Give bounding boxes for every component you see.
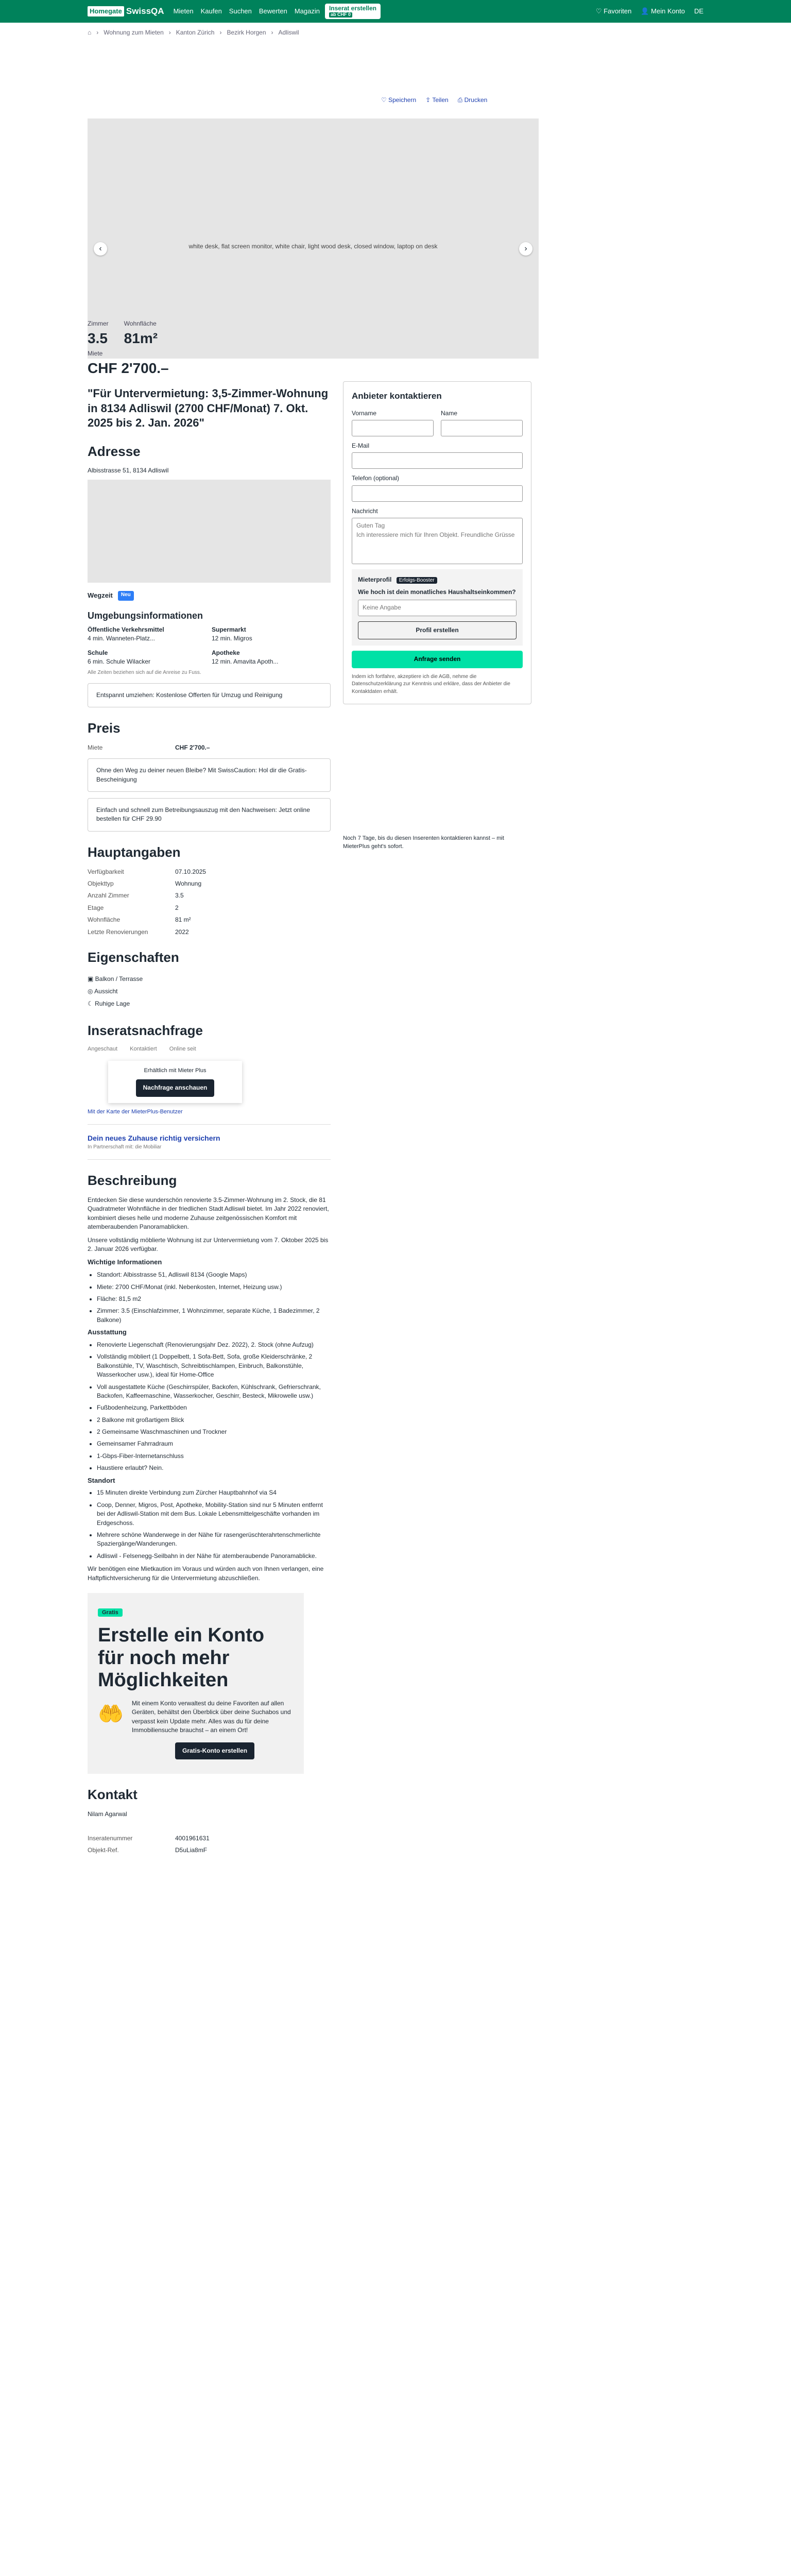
price-value: CHF 2'700.– <box>88 360 169 377</box>
surroundings-note: Alle Zeiten beziehen sich auf die Anreise zu Fuss. <box>88 670 201 676</box>
detail-value: Wohnung <box>175 879 202 887</box>
location-heading: Standort <box>88 1476 115 1484</box>
gallery-image-caption: white desk, flat screen monitor, white chair, light wood desk, closed window, laptop on desk <box>188 243 438 250</box>
price-table <box>88 743 331 752</box>
route-badge: Neu <box>118 591 134 601</box>
hands-heart-icon: 🤲 <box>98 1702 124 1725</box>
contact-name: Nilam Agarwal <box>88 1810 127 1818</box>
email-input[interactable] <box>352 452 523 469</box>
contact-label: Objekt-Ref. <box>88 1846 119 1854</box>
info-item: • Fläche: 81,5 m2 <box>97 1295 331 1303</box>
poi-value: 12 min. Migros <box>212 635 252 642</box>
swisscaution-card[interactable]: Ohne den Weg zu deiner neuen Bleibe? Mit SwissCaution: Hol dir die Gratis-Bescheinigung <box>88 758 331 792</box>
listing-actions <box>381 96 487 105</box>
equip-list <box>88 1341 331 1473</box>
save-button[interactable]: ♡ Speichern <box>381 96 417 104</box>
last-name-label: Name <box>441 409 458 417</box>
description-heading: Beschreibung <box>88 1173 177 1189</box>
income-select[interactable]: Keine Angabe <box>358 600 517 616</box>
tenant-profile-badge: Erfolgs-Booster <box>397 577 437 584</box>
nav-mieten[interactable]: Mieten <box>173 7 194 15</box>
home-icon[interactable]: ⌂ <box>88 29 92 37</box>
moving-offer-card[interactable]: Entspannt umziehen: Kostenlose Offerten für Umzug und Reinigung <box>88 683 331 707</box>
equip-item: • 2 Balkone mit großartigem Blick <box>97 1416 331 1425</box>
equip-item: • Renovierte Liegenschaft (Renovierungsjahr Dez. 2022), 2. Stock (ohne Aufzug) <box>97 1341 331 1349</box>
demand-tab[interactable]: Kontaktiert <box>130 1046 157 1053</box>
location-item: • Mehrere schöne Wanderwege in der Nähe für rasengerüschterahrtenschmerlichte Spaziergänge/Wanderungen. <box>97 1531 331 1549</box>
details-heading: Hauptangaben <box>88 844 181 860</box>
poi-label: Öffentliche Verkehrsmittel <box>88 625 164 633</box>
nav-suchen[interactable]: Suchen <box>229 7 252 15</box>
cta-badge: ab CHF 0 <box>329 12 352 18</box>
poi-value: 6 min. Schule Wilacker <box>88 657 151 665</box>
listing-title: "Für Untervermietung: 3,5-Zimmer-Wohnung in 8134 Adliswil (2700 CHF/Monat) 7. Okt. 2025 bis 2. Jan. 2026" <box>88 386 329 430</box>
detail-value: 3.5 <box>175 892 184 900</box>
phone-label: Telefon (optional) <box>352 474 400 482</box>
description-closing: Wir benötigen eine Mietkaution im Voraus und würden auch von Ihnen verlangen, eine Haftpflichtversicherung für die Untervermietung abzuschließen. <box>88 1565 324 1582</box>
language-select[interactable]: DE <box>694 7 703 15</box>
first-name-label: Vorname <box>352 409 377 417</box>
send-request-button[interactable]: Anfrage senden <box>352 651 523 668</box>
tenant-profile-box <box>352 569 523 646</box>
equip-heading: Ausstattung <box>88 1328 127 1336</box>
route-label: Wegzeit <box>88 591 113 599</box>
feature-item: ☾ Ruhige Lage <box>88 999 130 1007</box>
nav-magazin[interactable]: Magazin <box>294 7 320 15</box>
main-content <box>88 319 331 1859</box>
equip-item: • Vollständig möbliert (1 Doppelbett, 1 Sofa-Bett, Sofa, große Kleiderschränke, 2 Balkonstühle, TV, Waschtisch, Schreibtischlampen, Einbruch, Balkonstühle, Wasserkocher usw.), ideal für Home-Office <box>97 1352 331 1379</box>
insurance-title[interactable]: Dein neues Zuhause richtig versichern <box>88 1134 220 1143</box>
route-row[interactable] <box>88 591 331 601</box>
logo[interactable] <box>88 5 164 18</box>
equip-item: • Gemeinsamer Fahrradraum <box>97 1439 331 1448</box>
breadcrumb-item[interactable]: Wohnung zum Mieten <box>104 29 164 37</box>
promo-title: Erstelle ein Konto für noch mehr Möglichkeiten <box>98 1624 265 1691</box>
print-button[interactable]: ⎙ Drucken <box>457 96 488 104</box>
create-listing-button[interactable] <box>325 4 381 19</box>
rooms-label: Zimmer <box>88 320 109 327</box>
mieterplus-note: Noch 7 Tage, bis du diesen Inserenten kontaktieren kannst – mit MieterPlus geht's sofort. <box>343 835 504 850</box>
nav-bewerten[interactable]: Bewerten <box>259 7 287 15</box>
phone-input[interactable] <box>352 485 523 502</box>
poi-label: Apotheke <box>212 649 240 656</box>
price-heading: Preis <box>88 720 121 736</box>
price-label: Miete <box>88 349 103 357</box>
location-item: • 15 Minuten direkte Verbindung zum Zürcher Hauptbahnhof via S4 <box>97 1488 331 1497</box>
area-value: 81m² <box>124 330 158 347</box>
top-bar <box>0 0 791 23</box>
poi-label: Supermarkt <box>212 625 246 633</box>
insurance-partner: In Partnerschaft mit: die Mobiliar <box>88 1144 162 1150</box>
info-item: • Miete: 2700 CHF/Monat (inkl. Nebenkosten, Internet, Heizung usw.) <box>97 1283 331 1292</box>
equip-item: • Haustiere erlaubt? Nein. <box>97 1464 331 1472</box>
price-row-label: Miete <box>88 743 103 751</box>
breadcrumb-item[interactable]: Kanton Zürich <box>176 29 215 37</box>
promo-badge: Gratis <box>98 1608 123 1617</box>
feature-item: ◎ Aussicht <box>88 987 118 995</box>
poi-value: 12 min. Amavita Apoth... <box>212 657 279 665</box>
detail-label: Verfügbarkeit <box>88 868 124 875</box>
email-label: E-Mail <box>352 442 370 450</box>
view-demand-button[interactable]: Nachfrage anschauen <box>136 1079 215 1096</box>
breadcrumb-item[interactable]: Bezirk Horgen <box>227 29 266 37</box>
share-label: Teilen <box>432 96 449 104</box>
favorites-label: Favoriten <box>604 7 632 15</box>
location-item: • Adliswil - Felsenegg-Seilbahn in der Nähe für atemberaubende Panoramablicke. <box>97 1552 331 1561</box>
logo-mark: Homegate <box>88 6 124 17</box>
description-sub: Unsere vollständig möblierte Wohnung ist zur Untervermietung vom 7. Oktober 2025 bis 2. Januar 2026 verfügbar. <box>88 1236 329 1252</box>
feature-item: ▣ Balkon / Terrasse <box>88 975 143 982</box>
equip-item: • 1-Gbps-Fiber-Internetanschluss <box>97 1452 331 1461</box>
info-item: • Standort: Albisstrasse 51, Adliswil 8134 (Google Maps) <box>97 1270 331 1279</box>
income-question: Wie hoch ist dein monatliches Haushaltseinkommen? <box>358 588 516 596</box>
print-label: Drucken <box>464 96 488 104</box>
message-textarea[interactable]: Guten Tag Ich interessiere mich für Ihren Objekt. Freundliche Grüsse <box>352 518 523 564</box>
info-item: • Zimmer: 3.5 (Einschlafzimmer, 1 Wohnzimmer, separate Küche, 1 Badezimmer, 2 Balkone) <box>97 1307 331 1325</box>
favorites-link[interactable]: ♡ Favoriten <box>595 7 632 15</box>
cta-label: Inserat erstellen <box>329 5 376 12</box>
contact-value: 4001961631 <box>175 1835 210 1842</box>
detail-label: Wohnfläche <box>88 916 121 924</box>
address-text: Albisstrasse 51, 8134 Adliswil <box>88 467 169 474</box>
poi-label: Schule <box>88 649 108 656</box>
detail-label: Etage <box>88 904 104 911</box>
location-list <box>88 1488 331 1561</box>
demand-tabs <box>88 1045 331 1054</box>
demand-tab[interactable]: Angeschaut <box>88 1046 118 1053</box>
main-nav <box>174 7 320 16</box>
promo-text: Mit einem Konto verwaltest du deine Favoriten auf allen Geräten, behältst den Überblick über deine Suchabos und verpasst kein Update mehr. Alles was du für deine Immobiliensuche brauchst – an einem Ort! <box>131 1699 291 1734</box>
contact-label: Inseratenummer <box>88 1835 133 1842</box>
create-profile-button[interactable]: Profil erstellen <box>358 621 517 639</box>
logo-text: SwissQA <box>126 6 164 16</box>
detail-label: Anzahl Zimmer <box>88 892 129 900</box>
detail-label: Objekttyp <box>88 879 114 887</box>
feature-label: Ruhige Lage <box>95 999 130 1007</box>
detail-value: 81 m² <box>175 916 191 924</box>
feature-label: Balkon / Terrasse <box>95 975 143 982</box>
nav-kaufen[interactable]: Kaufen <box>200 7 222 15</box>
create-account-button[interactable]: Gratis-Konto erstellen <box>175 1742 254 1759</box>
surroundings-grid <box>88 625 331 667</box>
gallery-next-button[interactable]: › <box>519 242 532 256</box>
contact-form-heading: Anbieter kontaktieren <box>352 391 442 401</box>
share-button[interactable]: ⇪ Teilen <box>425 96 449 104</box>
demand-upsell-text: Erhältlich mit Mieter Plus <box>144 1067 207 1074</box>
first-name-input[interactable] <box>352 420 434 436</box>
message-label: Nachricht <box>352 507 378 515</box>
detail-value: 07.10.2025 <box>175 868 207 875</box>
map[interactable] <box>88 480 331 583</box>
contact-table <box>88 1834 331 1855</box>
contact-value: D5uLia8mF <box>175 1846 208 1854</box>
features-list <box>88 973 331 1010</box>
equip-item: • Fußbodenheizung, Parkettböden <box>97 1403 331 1412</box>
detail-value: 2022 <box>175 928 189 936</box>
contact-heading: Kontakt <box>88 1786 137 1802</box>
account-link[interactable]: 👤 Mein Konto <box>641 7 685 15</box>
key-facts <box>88 319 331 349</box>
demand-tab[interactable]: Online seit <box>169 1046 196 1053</box>
breadcrumb: ⌂ › Wohnung zum Mieten › Kanton Zürich › Bezirk Horgen › Adliswil <box>0 23 791 43</box>
info-heading: Wichtige Informationen <box>88 1258 162 1266</box>
detail-label: Letzte Renovierungen <box>88 928 148 936</box>
demand-heading: Inseratsnachfrage <box>88 1022 203 1038</box>
tenant-profile-title: Mieterprofil <box>358 576 392 584</box>
demand-link-text: Mit der Karte der MieterPlus-Benutzer <box>88 1108 183 1115</box>
description-intro: Entdecken Sie diese wunderschön renovierte 3.5-Zimmer-Wohnung im 2. Stock, die 81 Quadratmeter Wohnfläche in der friedlichen Stadt Adliswil bietet. Im Jahr 2022 renoviert, kombiniert dieses helle und moderne Zuhause zeitgenössischen Komfort mit atemberaubenden Panoramablicken. <box>88 1196 329 1231</box>
address-heading: Adresse <box>88 443 141 459</box>
debt-extract-card[interactable]: Einfach und schnell zum Betreibungsauszug mit den Nachweisen: Jetzt online bestellen für CHF 29.90 <box>88 798 331 832</box>
contact-form <box>343 381 531 704</box>
demand-upsell <box>108 1061 242 1103</box>
details-table <box>88 868 331 937</box>
breadcrumb-item: Adliswil <box>278 29 299 37</box>
rooms-value: 3.5 <box>88 330 108 347</box>
account-promo <box>88 1593 304 1774</box>
legal-notice: Indem ich fortfahre, akzeptiere ich die AGB, nehme die Datenschutzerklärung zur Kenntnis und erkläre, dass der Anbieter die Kontaktdaten erhält. <box>352 673 510 694</box>
equip-item: • Voll ausgestattete Küche (Geschirrspüler, Backofen, Kühlschrank, Gefrierschrank, Backofen, Kaffeemaschine, Wasserkocher, Geschirr, Besteck, Mikrowelle usw.) <box>97 1383 331 1401</box>
poi-value: 4 min. Wanneten-Platz... <box>88 635 155 642</box>
price-row-value: CHF 2'700.– <box>175 743 210 751</box>
features-heading: Eigenschaften <box>88 949 179 965</box>
equip-item: • 2 Gemeinsame Waschmaschinen und Trockner <box>97 1428 331 1436</box>
account-label: Mein Konto <box>651 7 685 15</box>
location-item: • Coop, Denner, Migros, Post, Apotheke, Mobility-Station sind nur 5 Minuten entfernt bei der Adliswil-Station mit dem Bus. Lokale Lebensmittelgeschäfte vorhanden im Erdgeschoss. <box>97 1501 331 1528</box>
demand-link[interactable] <box>88 1108 331 1116</box>
last-name-input[interactable] <box>441 420 523 436</box>
save-label: Speichern <box>388 96 417 104</box>
surroundings-heading: Umgebungsinformationen <box>88 610 203 621</box>
feature-label: Aussicht <box>94 987 118 995</box>
info-list <box>88 1270 331 1325</box>
area-label: Wohnfläche <box>124 320 157 327</box>
detail-value: 2 <box>175 904 179 911</box>
gallery-prev-button[interactable]: ‹ <box>94 242 107 256</box>
